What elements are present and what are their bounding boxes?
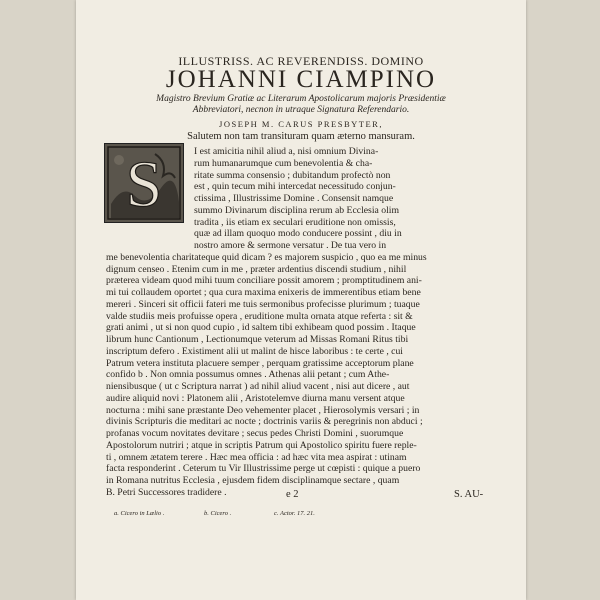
body-line: valde studiis meis profuisse opera , eruditione multa ornata atque referta : sit & xyxy=(106,310,413,322)
titles-line-2: Abbreviatori, necnon in utraque Signatura Referendario. xyxy=(192,105,410,115)
body-line: dignum censeo . Etenim cum in me , præter ardentius discendi studium , nihil xyxy=(106,263,407,275)
decorated-initial-art xyxy=(105,144,183,222)
body-line: mi tui collaudem oportet ; qua cura maxima enixeris de immerentibus etiam bene xyxy=(106,287,421,298)
body-line: divinis Scripturis die meditari ac nocte ; doctrinis variis & peregrinis non abduci ; xyxy=(106,416,423,428)
dedicatee-titles xyxy=(76,94,526,116)
body-line: profanas vocum novitates devitare ; secus pedes Christi Domini , suorumque xyxy=(106,428,404,439)
body-line: nocturna : mihi sane præstante Deo vehementer placet , Hierosolymis versari ; in xyxy=(106,404,420,416)
body-line: nostro amore & sermone versatur . De tua vero in xyxy=(194,240,387,251)
footnote-a: a. Cicero in Lælio . xyxy=(114,510,165,517)
signature-mark: e 2 xyxy=(286,489,299,500)
body-line: audire aliquid novi : Platonem alii , Aristotelemve diurna manu versent atque xyxy=(106,392,405,404)
body-line: quæ ad illam quoquo modo conducere possint , diu in xyxy=(194,228,402,240)
body-line: ti , omnem ætatem terere . Hæc mea officia : ad hæc vita mea aspirat : utinam xyxy=(106,451,407,463)
body-line: ctissima , Illustrissime Domine . Consensit namque xyxy=(194,193,394,204)
footnote-c: c. Actor. 17. 21. xyxy=(274,510,315,517)
salutation-line: Salutem non tam transituram quam æterno mansuram. xyxy=(187,131,415,142)
body-line: Patrum vetera instituta placuere semper , perquam gratissime acceptorum plane xyxy=(106,357,414,369)
initial-letter: S xyxy=(125,148,163,221)
dedication-line: ILLUSTRISS. AC REVERENDISS. DOMINO xyxy=(178,54,424,68)
body-line: mereri . Sinceri sit officii fateri me tuis sermonibus profecisse plurimum ; tuaque xyxy=(106,298,420,310)
body-line: rum humanarumque cum benevolentia & cha- xyxy=(194,157,373,169)
body-line: B. Petri Successores tradidere . xyxy=(106,486,227,498)
body-line: inscriptum defero . Existiment alii ut malint de hisce laboribus : te certe , cui xyxy=(106,345,404,357)
decorated-initial xyxy=(104,143,184,223)
body-line: I est amicitia nihil aliud a, nisi omnium Divina- xyxy=(194,146,379,157)
body-line: ritate summa consensio ; dubitandum profectò non xyxy=(194,169,391,181)
dedicatee-name: JOHANNI CIAMPINO xyxy=(165,66,437,93)
body-line: niensibusque ( ut c Scriptura narrat ) ad nihil aliud vacent , nisi aut dicere , aut xyxy=(106,381,410,392)
body-line: grati animi , ut si non quod cupio , id saltem tibi exhibeam quod possim . Itaque xyxy=(106,322,416,334)
body-line: in Romana nutritus Ecclesia , ejusdem fidem disciplinamque sectare , quam xyxy=(106,475,400,486)
body-line: librum hunc Cantionum , Lectionumque veterum ad Missas Romani Ritus tibi xyxy=(106,334,409,345)
author-line: JOSEPH M. CARUS PRESBYTER, xyxy=(219,119,383,129)
body-line: confido b . Non omnia possumus omnes . Athenas alii petant ; cum Athe- xyxy=(106,369,390,381)
body-line: me benevolentia charitateque quid dicam ? es majorem suspicio , quo ea me minus xyxy=(106,251,427,263)
book-page xyxy=(76,0,526,600)
body-line: est , quin tecum mihi intercedat necessitudo conjun- xyxy=(194,181,396,193)
titles-line-1: Magistro Brevium Gratiæ ac Literarum Apostolicarum majoris Præsidentiæ xyxy=(156,94,446,104)
footnote-b: b. Cicero . xyxy=(204,510,232,517)
catchword: S. AU- xyxy=(454,489,484,500)
body-line: summo Divinarum disciplina rerum ab Ecclesia olim xyxy=(194,204,400,216)
body-line: Apostolorum nutriri ; atque in scriptis Patrum qui Apostolico spiritu fuere reple- xyxy=(106,439,417,451)
body-line: facta responderint . Ceterum tu Vir Illustrissime perge ut cœpisti : quique a puero xyxy=(106,463,421,475)
body-line: tradita , iis etiam ex seculari eruditione non omissis, xyxy=(194,216,396,228)
body-line: præterea videam quod mihi tuum conciliare possit amorem ; promptitudinem ani- xyxy=(106,275,422,287)
